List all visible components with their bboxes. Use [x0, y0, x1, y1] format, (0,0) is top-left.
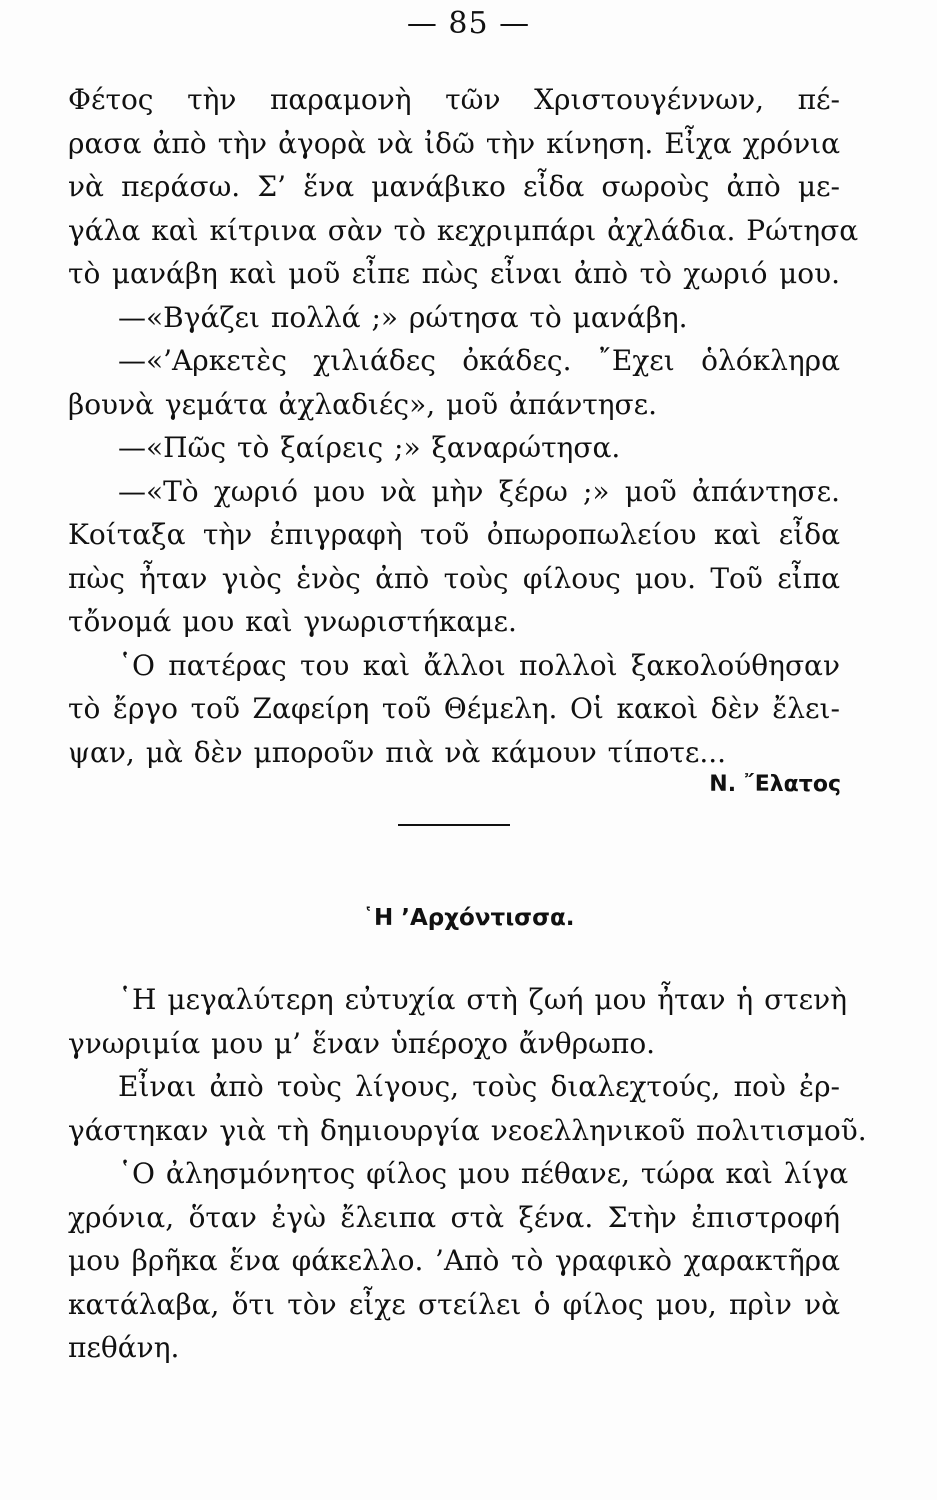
text-line: Κοίταξα τὴν ἐπιγραφὴ τοῦ ὀπωροπωλείου καὶ εἶδα — [68, 518, 840, 551]
text-line: πὼς ἦταν γιὸς ἑνὸς ἀπὸ τοὺς φίλους μου. Τοῦ εἶπα — [68, 561, 840, 595]
text-line: πεθάνη. — [68, 1331, 180, 1364]
text-line: ῾Ο πατέρας του καὶ ἄλλοι πολλοὶ ξακολούθησαν — [118, 648, 840, 682]
author-signature: Ν. ῎Ελατος — [709, 772, 841, 797]
text-line: γάλα καὶ κίτρινα σὰν τὸ κεχριμπάρι ἀχλάδια. Ρώτησα — [68, 213, 859, 247]
story-text-block — [68, 978, 867, 1370]
text-line: τὸ ἔργο τοῦ Ζαφείρη τοῦ Θέμελη. Οἱ κακοὶ δὲν ἔλει- — [68, 692, 840, 725]
section-divider — [398, 824, 510, 826]
text-line: ρασα ἀπὸ τὴν ἀγορὰ νὰ ἰδῶ τὴν κίνηση. Εἶχα χρόνια — [68, 126, 840, 160]
text-line: τὸ μανάβη καὶ μοῦ εἶπε πὼς εἶναι ἀπὸ τὸ χωριό μου. — [68, 257, 840, 290]
section-heading: ῾Η ’Αρχόντισσα. — [362, 905, 575, 931]
text-line: γνωριμία μου μ’ ἕναν ὑπέροχο ἄνθρωπο. — [68, 1026, 656, 1060]
text-line: κατάλαβα, ὅτι τὸν εἶχε στείλει ὁ φίλος μου, πρὶν νὰ — [68, 1287, 840, 1321]
text-line: —«Βγάζει πολλά ;» ρώτησα τὸ μανάβη. — [118, 300, 688, 334]
text-line: ῾Ο ἀλησμόνητος φίλος μου πέθανε, τώρα καὶ λίγα — [118, 1157, 849, 1190]
text-line: ψαν, μὰ δὲν μποροῦν πιὰ νὰ κάμουν τίποτε... — [68, 735, 727, 769]
text-line: τὄνομά μου καὶ γνωριστήκαμε. — [68, 605, 517, 638]
text-line: —«Τὸ χωριό μου νὰ μὴν ξέρω ;» μοῦ ἀπάντησε. — [118, 474, 840, 508]
text-line: Φέτος τὴν παραμονὴ τῶν Χριστουγέννων, πέ- — [68, 83, 840, 116]
text-line: —«Πῶς τὸ ξαίρεις ;» ξαναρώτησα. — [118, 431, 621, 464]
text-line: νὰ περάσω. Σ’ ἕνα μανάβικο εἶδα σωροὺς ἀπὸ με- — [68, 170, 840, 203]
text-line: χρόνια, ὅταν ἐγὼ ἔλειπα στὰ ξένα. Στὴν ἐπιστροφή — [68, 1200, 840, 1234]
text-line: βουνὰ γεμάτα ἀχλαδιές», μοῦ ἀπάντησε. — [68, 387, 658, 421]
text-line: γάστηκαν γιὰ τὴ δημιουργία νεοελληνικοῦ πολιτισμοῦ. — [68, 1113, 867, 1147]
text-line: μου βρῆκα ἕνα φάκελλο. ’Απὸ τὸ γραφικὸ χαρακτῆρα — [68, 1244, 840, 1277]
story-text-block — [68, 78, 859, 774]
text-line: ῾Η μεγαλύτερη εὐτυχία στὴ ζωή μου ἦταν ἡ στενὴ — [118, 983, 847, 1016]
text-line: —«’Αρκετὲς χιλιάδες ὀκάδες. ῎Εχει ὁλόκληρα — [118, 344, 840, 377]
text-line: Εἶναι ἀπὸ τοὺς λίγους, τοὺς διαλεχτούς, ποὺ ἐρ- — [118, 1070, 840, 1103]
page-number: — 85 — — [406, 6, 531, 41]
